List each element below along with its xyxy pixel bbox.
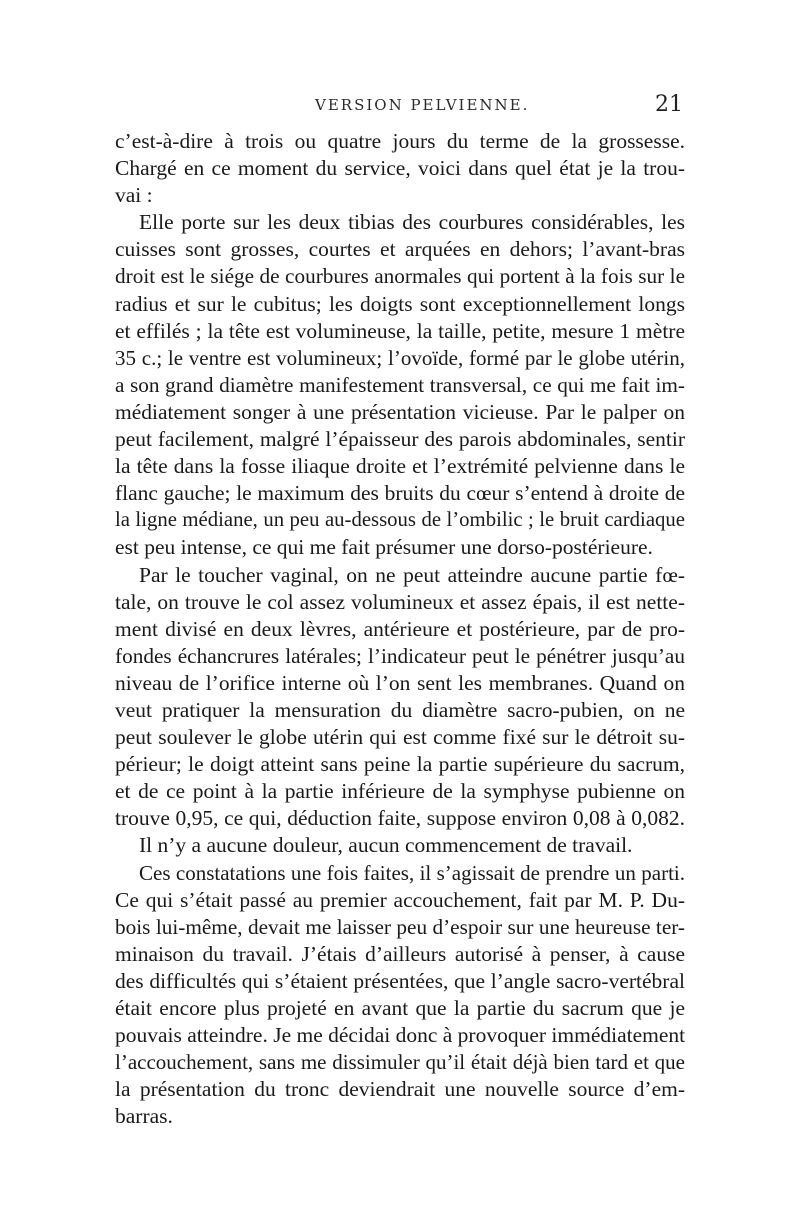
text-line: cuisses sont grosses, courtes et arquées en dehors; l’avant-bras — [115, 237, 685, 262]
text-line: est peu intense, ce qui me fait présumer une dorso-postérieure. — [115, 535, 653, 560]
running-title: VERSION PELVIENNE. — [315, 96, 530, 114]
text-line: Il n’y a aucune douleur, aucun commencement de travail. — [139, 833, 633, 858]
text-line: des difficultés qui s’étaient présentées, que l’angle sacro-vertébral — [115, 968, 685, 993]
text-line: la présentation du tronc deviendrait une nouvelle source d’em- — [115, 1077, 685, 1102]
text-line: minaison du travail. J’étais d’ailleurs autorisé à penser, à cause — [115, 941, 685, 966]
text-line: trouve 0,95, ce qui, déduction faite, suppose environ 0,08 à 0,082. — [115, 806, 685, 831]
text-line: et effilés ; la tête est volumineuse, la taille, petite, mesure 1 mètre — [115, 318, 685, 343]
text-line: a son grand diamètre manifestement transversal, ce qui me fait im- — [115, 372, 685, 397]
page-header — [115, 92, 685, 122]
text-line: pouvais atteindre. Je me décidai donc à provoquer immédiatement — [115, 1023, 686, 1048]
text-line: barras. — [115, 1104, 173, 1129]
text-line: la tête dans la fosse iliaque droite et l’extrémité pelvienne dans le — [115, 454, 685, 479]
text-line: c’est-à-dire à trois ou quatre jours du terme de la grossesse. — [115, 129, 685, 153]
page-number: 21 — [655, 92, 683, 117]
text-line: l’accouchement, sans me dissimuler qu’il était déjà bien tard et que — [115, 1050, 685, 1075]
text-line: périeur; le doigt atteint sans peine la partie supérieure du sacrum, — [115, 752, 685, 777]
text-line: vai : — [115, 183, 153, 208]
text-line: 35 c.; le ventre est volumineux; l’ovoïde, formé par le globe utérin, — [115, 345, 685, 370]
text-line: et de ce point à la partie inférieure de la symphyse pubienne on — [115, 779, 685, 804]
text-line: fondes échancrures latérales; l’indicateur peut le pénétrer jusqu’au — [115, 643, 685, 668]
text-line: veut pratiquer la mensuration du diamètre sacro-pubien, on ne — [115, 697, 685, 722]
text-line: bois lui-même, devait me laisser peu d’espoir sur une heureuse ter- — [115, 914, 685, 939]
text-line: ment divisé en deux lèvres, antérieure et postérieure, par de pro- — [115, 616, 685, 641]
text-line: peut soulever le globe utérin qui est comme fixé sur le détroit su- — [115, 725, 685, 750]
text-line: droit est le siége de courbures anormales qui portent à la fois sur le — [115, 264, 685, 289]
text-line: Ces constatations une fois faites, il s’agissait de prendre un parti. — [139, 860, 685, 885]
text-line: niveau de l’orifice interne où l’on sent les membranes. Quand on — [115, 670, 685, 695]
text-line: Chargé en ce moment du service, voici dans quel état je la trou- — [115, 156, 685, 181]
text-line: était encore plus projeté en avant que la partie du sacrum que je — [115, 996, 685, 1020]
text-line: peut facilement, malgré l’épaisseur des parois abdominales, sentir — [115, 427, 685, 452]
text-line: radius et sur le cubitus; les doigts sont exceptionnellement longs — [115, 291, 685, 316]
text-line: Ce qui s’était passé au premier accouchement, fait par M. P. Du- — [115, 887, 685, 912]
body-text — [115, 128, 685, 1130]
text-line: flanc gauche; le maximum des bruits du cœur s’entend à droite de — [115, 481, 685, 506]
text-line: tale, on trouve le col assez volumineux et assez épais, il est nette- — [115, 589, 685, 614]
text-line: médiatement songer à une présentation vicieuse. Par le palper on — [115, 399, 685, 424]
text-line: Elle porte sur les deux tibias des courbures considérables, les — [139, 210, 685, 235]
text-line: la ligne médiane, un peu au-dessous de l’ombilic ; le bruit cardiaque — [115, 509, 685, 532]
text-line: Par le toucher vaginal, on ne peut atteindre aucune partie fœ- — [139, 562, 685, 587]
